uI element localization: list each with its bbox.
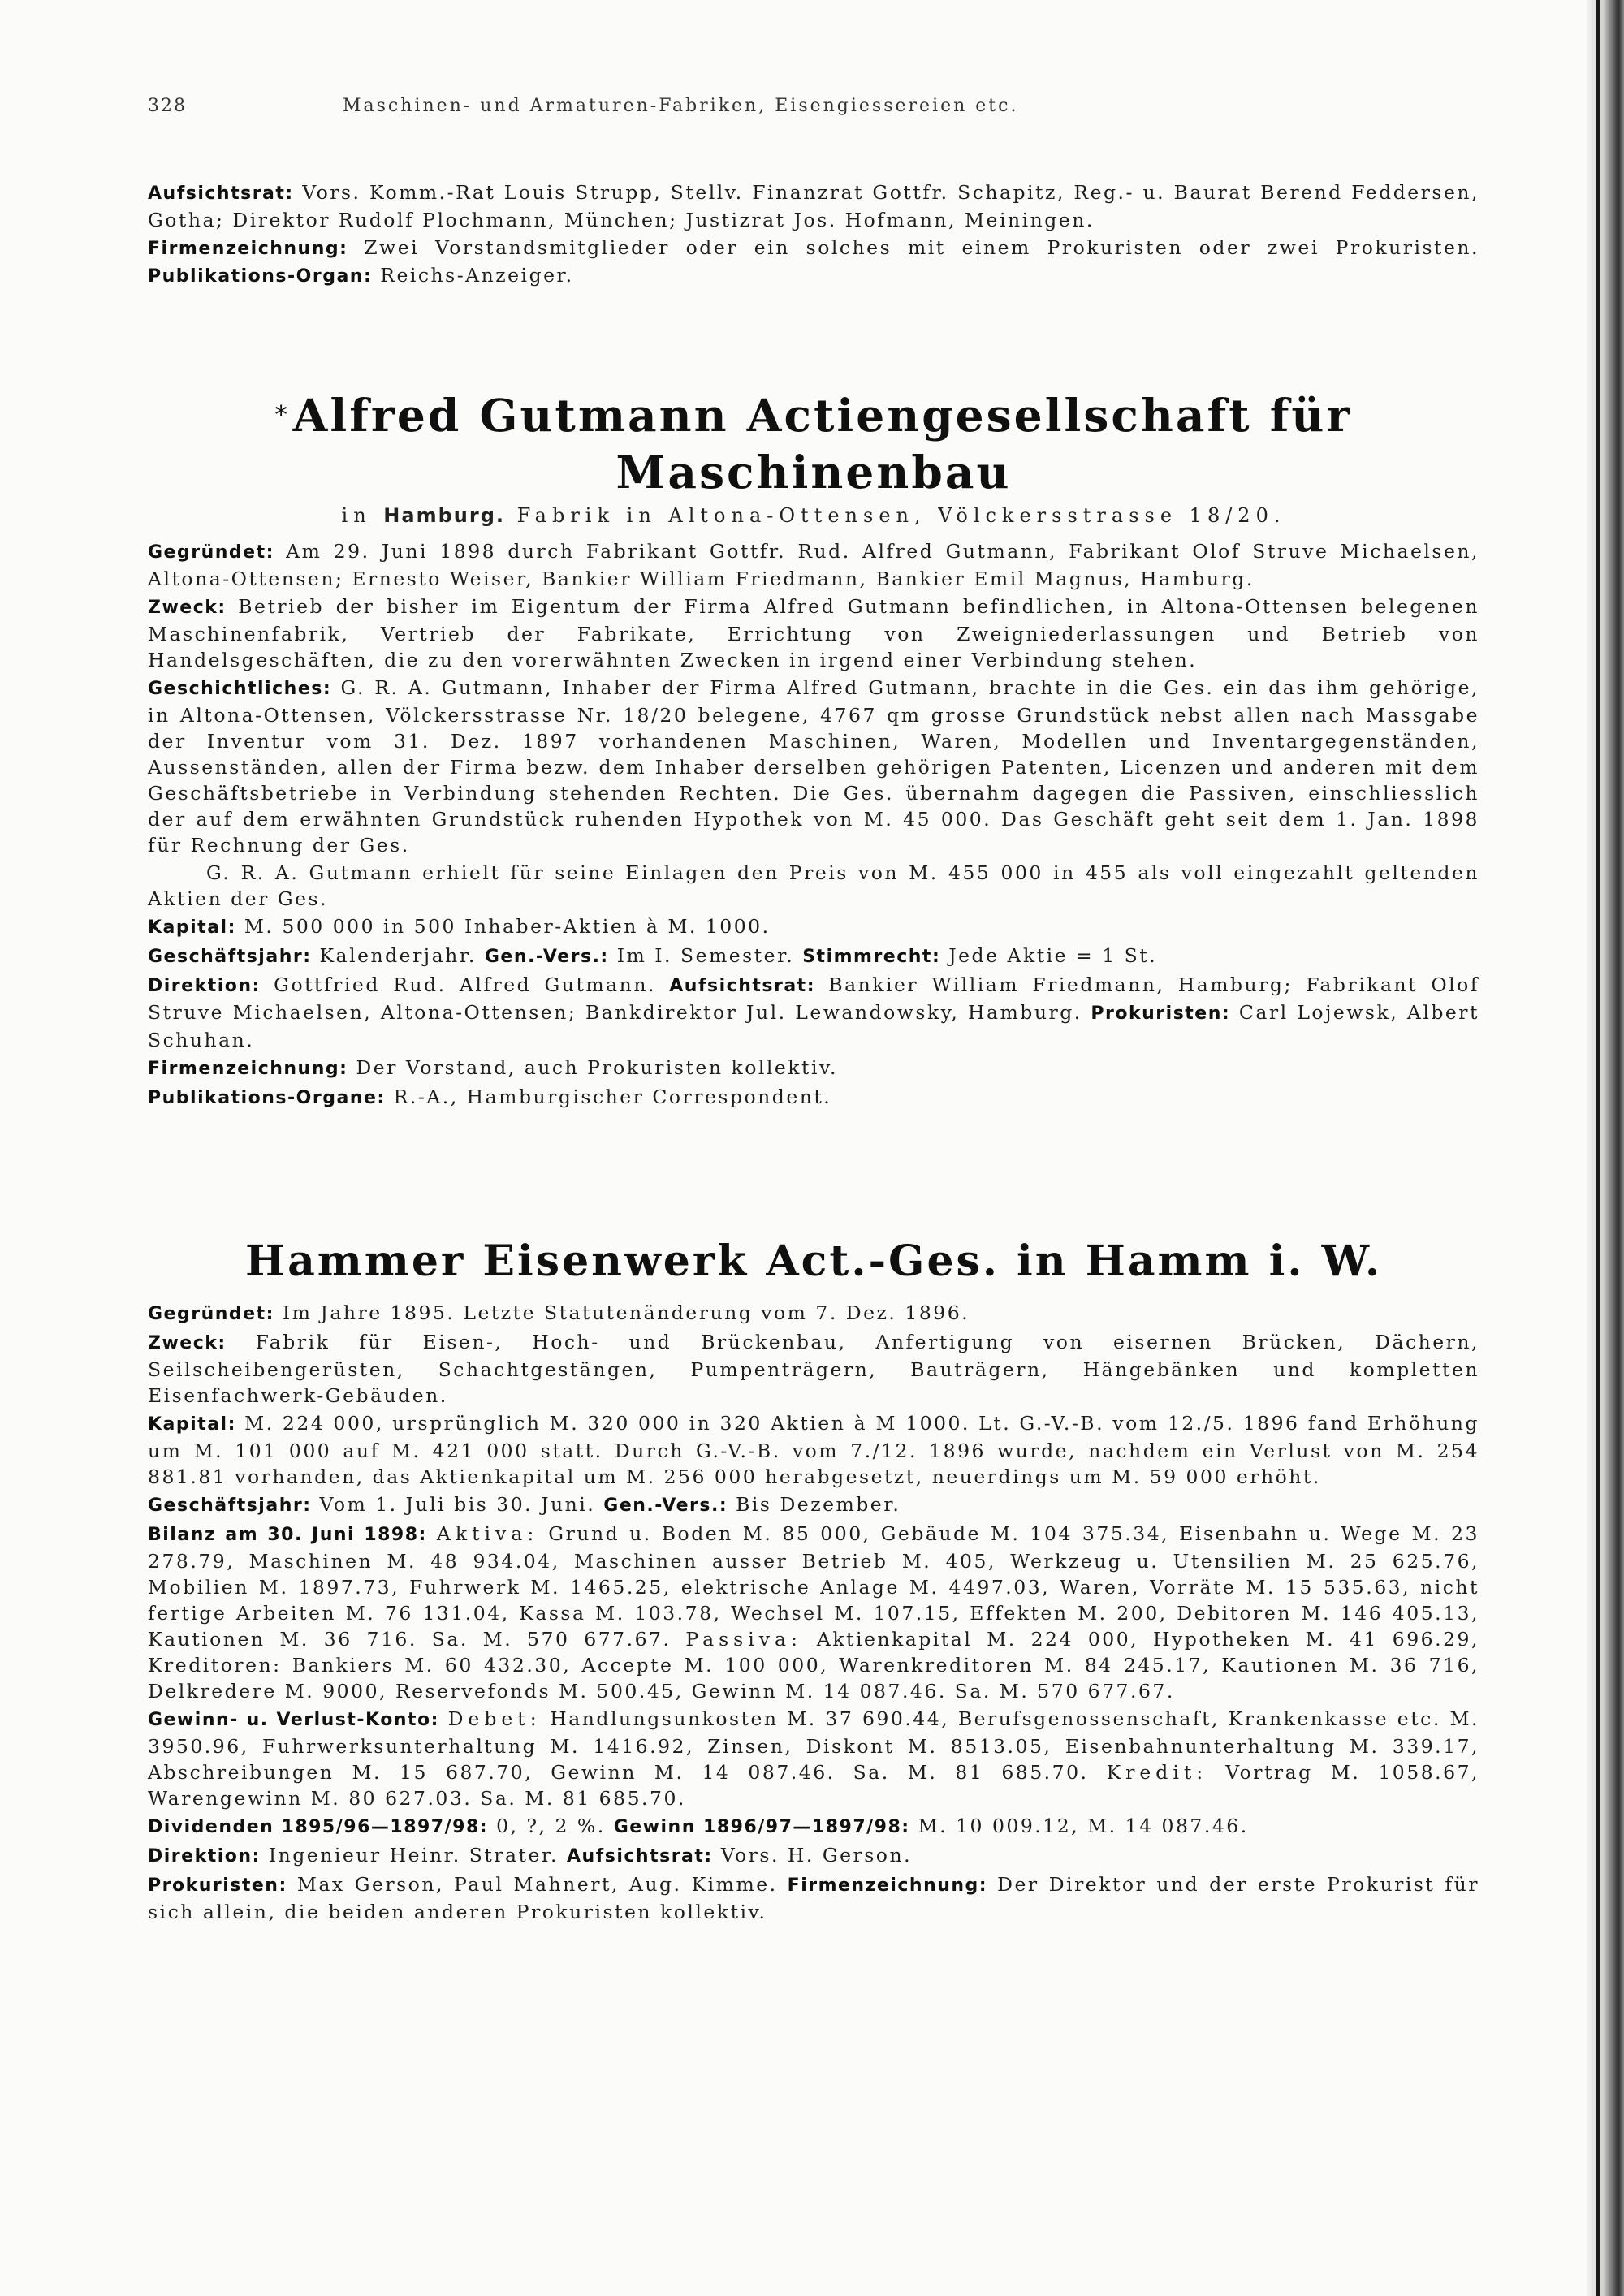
hammer-prokuristen — [148, 1871, 1479, 1925]
gutmann-publikation — [148, 1084, 1479, 1111]
field-text: Der Direktor und der erste Prokurist für sich allein, die beiden anderen Prokuristen kollektiv. — [148, 1873, 1479, 1923]
field-text: M. 10 009.12, M. 14 087.46. — [918, 1815, 1249, 1837]
page-gutter-shadow — [1587, 0, 1624, 2296]
gutmann-firmenzeichnung — [148, 1055, 1479, 1082]
field-text: Vors. H. Gerson. — [720, 1844, 913, 1867]
field-label: Gewinn- u. Verlust-Konto: — [148, 1710, 439, 1730]
gutmann-gegruendet — [148, 538, 1479, 592]
field-label: Aufsichtsrat: — [148, 183, 294, 204]
running-title: Maschinen- und Armaturen-Fabriken, Eisengiessereien etc. — [343, 96, 1019, 116]
debet-text: Handlungsunkosten M. 37 690.44, Berufsgenossenschaft, Krankenkasse etc. M. 3950.96, Fuhrwerksunterhaltung M. 1416.92, Zinsen, Diskont M. 8513.05, Eisenbahnunterhaltung M. 339.17, Abschreibungen M. 15 687.70, Gewinn M. 14 087.46. Sa. M. 81 685.70. — [148, 1707, 1479, 1784]
kredit-label: Kredit: — [1106, 1761, 1208, 1784]
field-text: Gottfried Rud. Alfred Gutmann. — [274, 973, 656, 996]
firm-title-text: Alfred Gutmann Actiengesellschaft für Maschinenbau — [292, 389, 1353, 498]
hammer-geschaeftsjahr — [148, 1491, 1479, 1519]
field-label: Prokuristen: — [1091, 1003, 1231, 1024]
field-label: Gewinn 1896/97—1897/98: — [613, 1817, 910, 1837]
field-label: Gen.-Vers.: — [484, 947, 609, 967]
field-label: Gen.-Vers.: — [603, 1495, 728, 1516]
hammer-zweck — [148, 1329, 1479, 1409]
field-text: Der Vorstand, auch Prokuristen kollektiv. — [356, 1056, 838, 1079]
document-page — [148, 96, 1479, 1927]
field-label: Publikations-Organe: — [148, 1088, 386, 1108]
hammer-bilanz — [148, 1521, 1479, 1704]
field-label: Direktion: — [148, 976, 261, 996]
field-label: Kapital: — [148, 1414, 236, 1435]
field-label: Geschichtliches: — [148, 679, 332, 699]
page-gutter-line — [1596, 0, 1600, 2296]
hammer-kapital — [148, 1410, 1479, 1490]
firm-title-gutmann — [148, 387, 1479, 501]
running-head — [148, 96, 1479, 116]
field-text: Max Gerson, Paul Mahnert, Aug. Kimme. — [296, 1873, 778, 1896]
field-label: Firmenzeichnung: — [148, 1059, 348, 1079]
field-text: Betrieb der bisher im Eigentum der Firma Alfred Gutmann befindlichen, in Altona-Ottensen belegenen Maschinenfabrik, Vertrieb der Fabrikate, Errichtung von Zweigniederlassungen und Betrieb von Handelsgeschäften, die zu den vorerwähnten Zwecken in irgend einer Verbindung stehen. — [148, 595, 1479, 671]
field-text: Zwei Vorstandsmitglieder oder ein solches mit einem Prokuristen oder zwei Prokuristen. — [364, 236, 1479, 259]
field-text: G. R. A. Gutmann, Inhaber der Firma Alfred Gutmann, brachte in die Ges. ein das ihm gehörige, in Altona-Ottensen, Völckersstrasse Nr. 18/20 belegene, 4767 qm grosse Grundstück nebst allen nach Massgabe der Inventur vom 31. Dez. 1897 vorhandenen Maschinen, Waren, Modellen und Inventargegenständen, Aussenständen, allen der Firma bezw. dem Inhaber derselben gehörigen Patenten, Licenzen und anderen mit dem Geschäftsbetriebe in Verbindung stehenden Rechten. Die Ges. übernahm dagegen die Passiven, einschliesslich der auf dem erwähnten Grundstück ruhenden Hypothek von M. 45 000. Das Geschäft geht seit dem 1. Jan. 1898 für Rechnung der Ges. — [148, 676, 1479, 857]
field-label: Kapital: — [148, 917, 236, 938]
hammer-dividenden — [148, 1813, 1479, 1841]
asterisk-mark: * — [274, 401, 290, 429]
entry-hammer — [148, 1300, 1479, 1925]
subtitle-city: Hamburg. — [383, 504, 505, 527]
field-label: Geschäftsjahr: — [148, 947, 312, 967]
debet-label: Debet: — [447, 1707, 542, 1730]
field-text: Carl Lojewsk, Albert Schuhan. — [148, 1001, 1479, 1051]
field-label: Gegründet: — [148, 542, 274, 563]
field-text: M. 500 000 in 500 Inhaber-Aktien à M. 1000. — [244, 915, 771, 938]
field-text: M. 224 000, ursprünglich M. 320 000 in 320 Aktien à M 1000. Lt. G.-V.-B. vom 12./5. 1896 fand Erhöhung um M. 101 000 auf M. 421 000 statt. Durch G.-V.-B. vom 7./12. 1896 wurde, nachdem ein Verlust von M. 254 881.81 vorhanden, das Aktienkapital um M. 256 000 herabgesetzt, neuerdings um M. 59 000 erhöht. — [148, 1412, 1479, 1488]
gutmann-kapital — [148, 913, 1479, 941]
field-text: R.-A., Hamburgischer Correspondent. — [393, 1085, 832, 1108]
field-text: Am 29. Juni 1898 durch Fabrikant Gottfr. Rud. Alfred Gutmann, Fabrikant Olof Struve Michaelsen, Altona-Ottensen; Ernesto Weiser, Bankier William Friedmann, Bankier Emil Magnus, Hamburg. — [148, 540, 1479, 590]
subtitle-address: Fabrik in Altona-Ottensen, Völckersstrasse 18/20. — [516, 504, 1286, 527]
field-label: Zweck: — [148, 1333, 227, 1353]
hammer-direktion — [148, 1842, 1479, 1870]
previous-entry-tail — [148, 179, 1479, 290]
passiva-label: Passiva: — [685, 1628, 802, 1651]
aktiva-text: Grund u. Boden M. 85 000, Gebäude M. 104 375.34, Eisenbahn u. Wege M. 23 278.79, Maschinen M. 48 934.04, Maschinen ausser Betrieb M. 405, Werkzeug u. Utensilien M. 25 625.76, Mobilien M. 1897.73, Fuhrwerk M. 1465.25, elektrische Anlage M. 4497.03, Waren, Vorräte M. 15 535.63, nicht fertige Arbeiten M. 76 131.04, Kassa M. 103.78, Wechsel M. 107.15, Effekten M. 200, Debitoren M. 146 405.13, Kautionen M. 36 716. Sa. M. 570 677.67. — [148, 1522, 1479, 1651]
field-label: Bilanz am 30. Juni 1898: — [148, 1525, 427, 1545]
field-label: Zweck: — [148, 598, 227, 618]
field-label: Geschäftsjahr: — [148, 1495, 312, 1516]
hammer-guv — [148, 1706, 1479, 1811]
entry-gutmann — [148, 538, 1479, 1111]
gutmann-direktion — [148, 972, 1479, 1053]
field-label: Direktion: — [148, 1846, 261, 1867]
field-label: Gegründet: — [148, 1304, 274, 1324]
field-text: Bis Dezember. — [736, 1493, 901, 1516]
field-label: Firmenzeichnung: — [787, 1875, 988, 1896]
field-text: Kalenderjahr. — [319, 944, 477, 967]
gutmann-zweck — [148, 593, 1479, 673]
gutmann-geschichtliches-cont: G. R. A. Gutmann erhielt für seine Einlagen den Preis von M. 455 000 in 455 als voll eingezahlt geltenden Aktien der Ges. — [148, 861, 1479, 910]
field-text: Jede Aktie = 1 St. — [948, 944, 1158, 967]
prev-firmenzeichnung — [148, 235, 1479, 290]
field-label: Stimmrecht: — [802, 947, 941, 967]
field-text: Im Jahre 1895. Letzte Statutenänderung vom 7. Dez. 1896. — [282, 1301, 970, 1324]
prev-aufsichtsrat — [148, 179, 1479, 233]
field-label: Aufsichtsrat: — [566, 1846, 713, 1867]
field-text: Ingenieur Heinr. Strater. — [268, 1844, 559, 1867]
field-label: Prokuristen: — [148, 1875, 287, 1896]
kredit-text: Vortrag M. 1058.67, Warengewinn M. 80 627.03. Sa. M. 81 685.70. — [148, 1761, 1479, 1810]
page-number: 328 — [148, 96, 187, 116]
field-text: Vom 1. Juli bis 30. Juni. — [319, 1493, 596, 1516]
firm-title-hammer: Hammer Eisenwerk Act.-Ges. in Hamm i. W. — [244, 1236, 1383, 1286]
field-label: Dividenden 1895/96—1897/98: — [148, 1817, 489, 1837]
firm-subtitle-gutmann — [148, 504, 1479, 527]
field-text: Bankier William Friedmann, Hamburg; Fabrikant Olof Struve Michaelsen, Altona-Ottensen; Bankdirektor Jul. Lewandowsky, Hamburg. — [148, 973, 1479, 1024]
gutmann-geschichtliches — [148, 675, 1479, 858]
passiva-text: Aktienkapital M. 224 000, Hypotheken M. 41 696.29, Kreditoren: Bankiers M. 60 432.30, Accepte M. 100 000, Warenkreditoren M. 84 245.17, Kautionen M. 36 716, Delkredere M. 9000, Reservefonds M. 500.45, Gewinn M. 14 087.46. Sa. M. 570 677.67. — [148, 1628, 1479, 1703]
field-text: Fabrik für Eisen-, Hoch- und Brückenbau, Anfertigung von eisernen Brücken, Dächern, Seilscheibengerüsten, Schachtgestängen, Pumpenträgern, Bauträgern, Hängebänken und kompletten Eisenfachwerk-Gebäuden. — [148, 1331, 1479, 1407]
field-text: Reichs-Anzeiger. — [380, 264, 574, 287]
aktiva-label: Aktiva: — [436, 1522, 539, 1545]
hammer-gegruendet — [148, 1300, 1479, 1327]
field-label: Firmenzeichnung: — [148, 239, 348, 259]
subtitle-in: in — [341, 504, 372, 527]
field-label: Aufsichtsrat: — [669, 976, 815, 996]
field-label: Publikations-Organ: — [148, 266, 373, 287]
gutmann-geschaeftsjahr — [148, 943, 1479, 970]
field-text: 0, ?, 2 %. — [496, 1815, 606, 1837]
field-text: Vors. Komm.-Rat Louis Strupp, Stellv. Finanzrat Gottfr. Schapitz, Reg.- u. Baurat Berend Feddersen, Gotha; Direktor Rudolf Plochmann, München; Justizrat Jos. Hofmann, Meiningen. — [148, 181, 1479, 231]
field-text: Im I. Semester. — [616, 944, 795, 967]
